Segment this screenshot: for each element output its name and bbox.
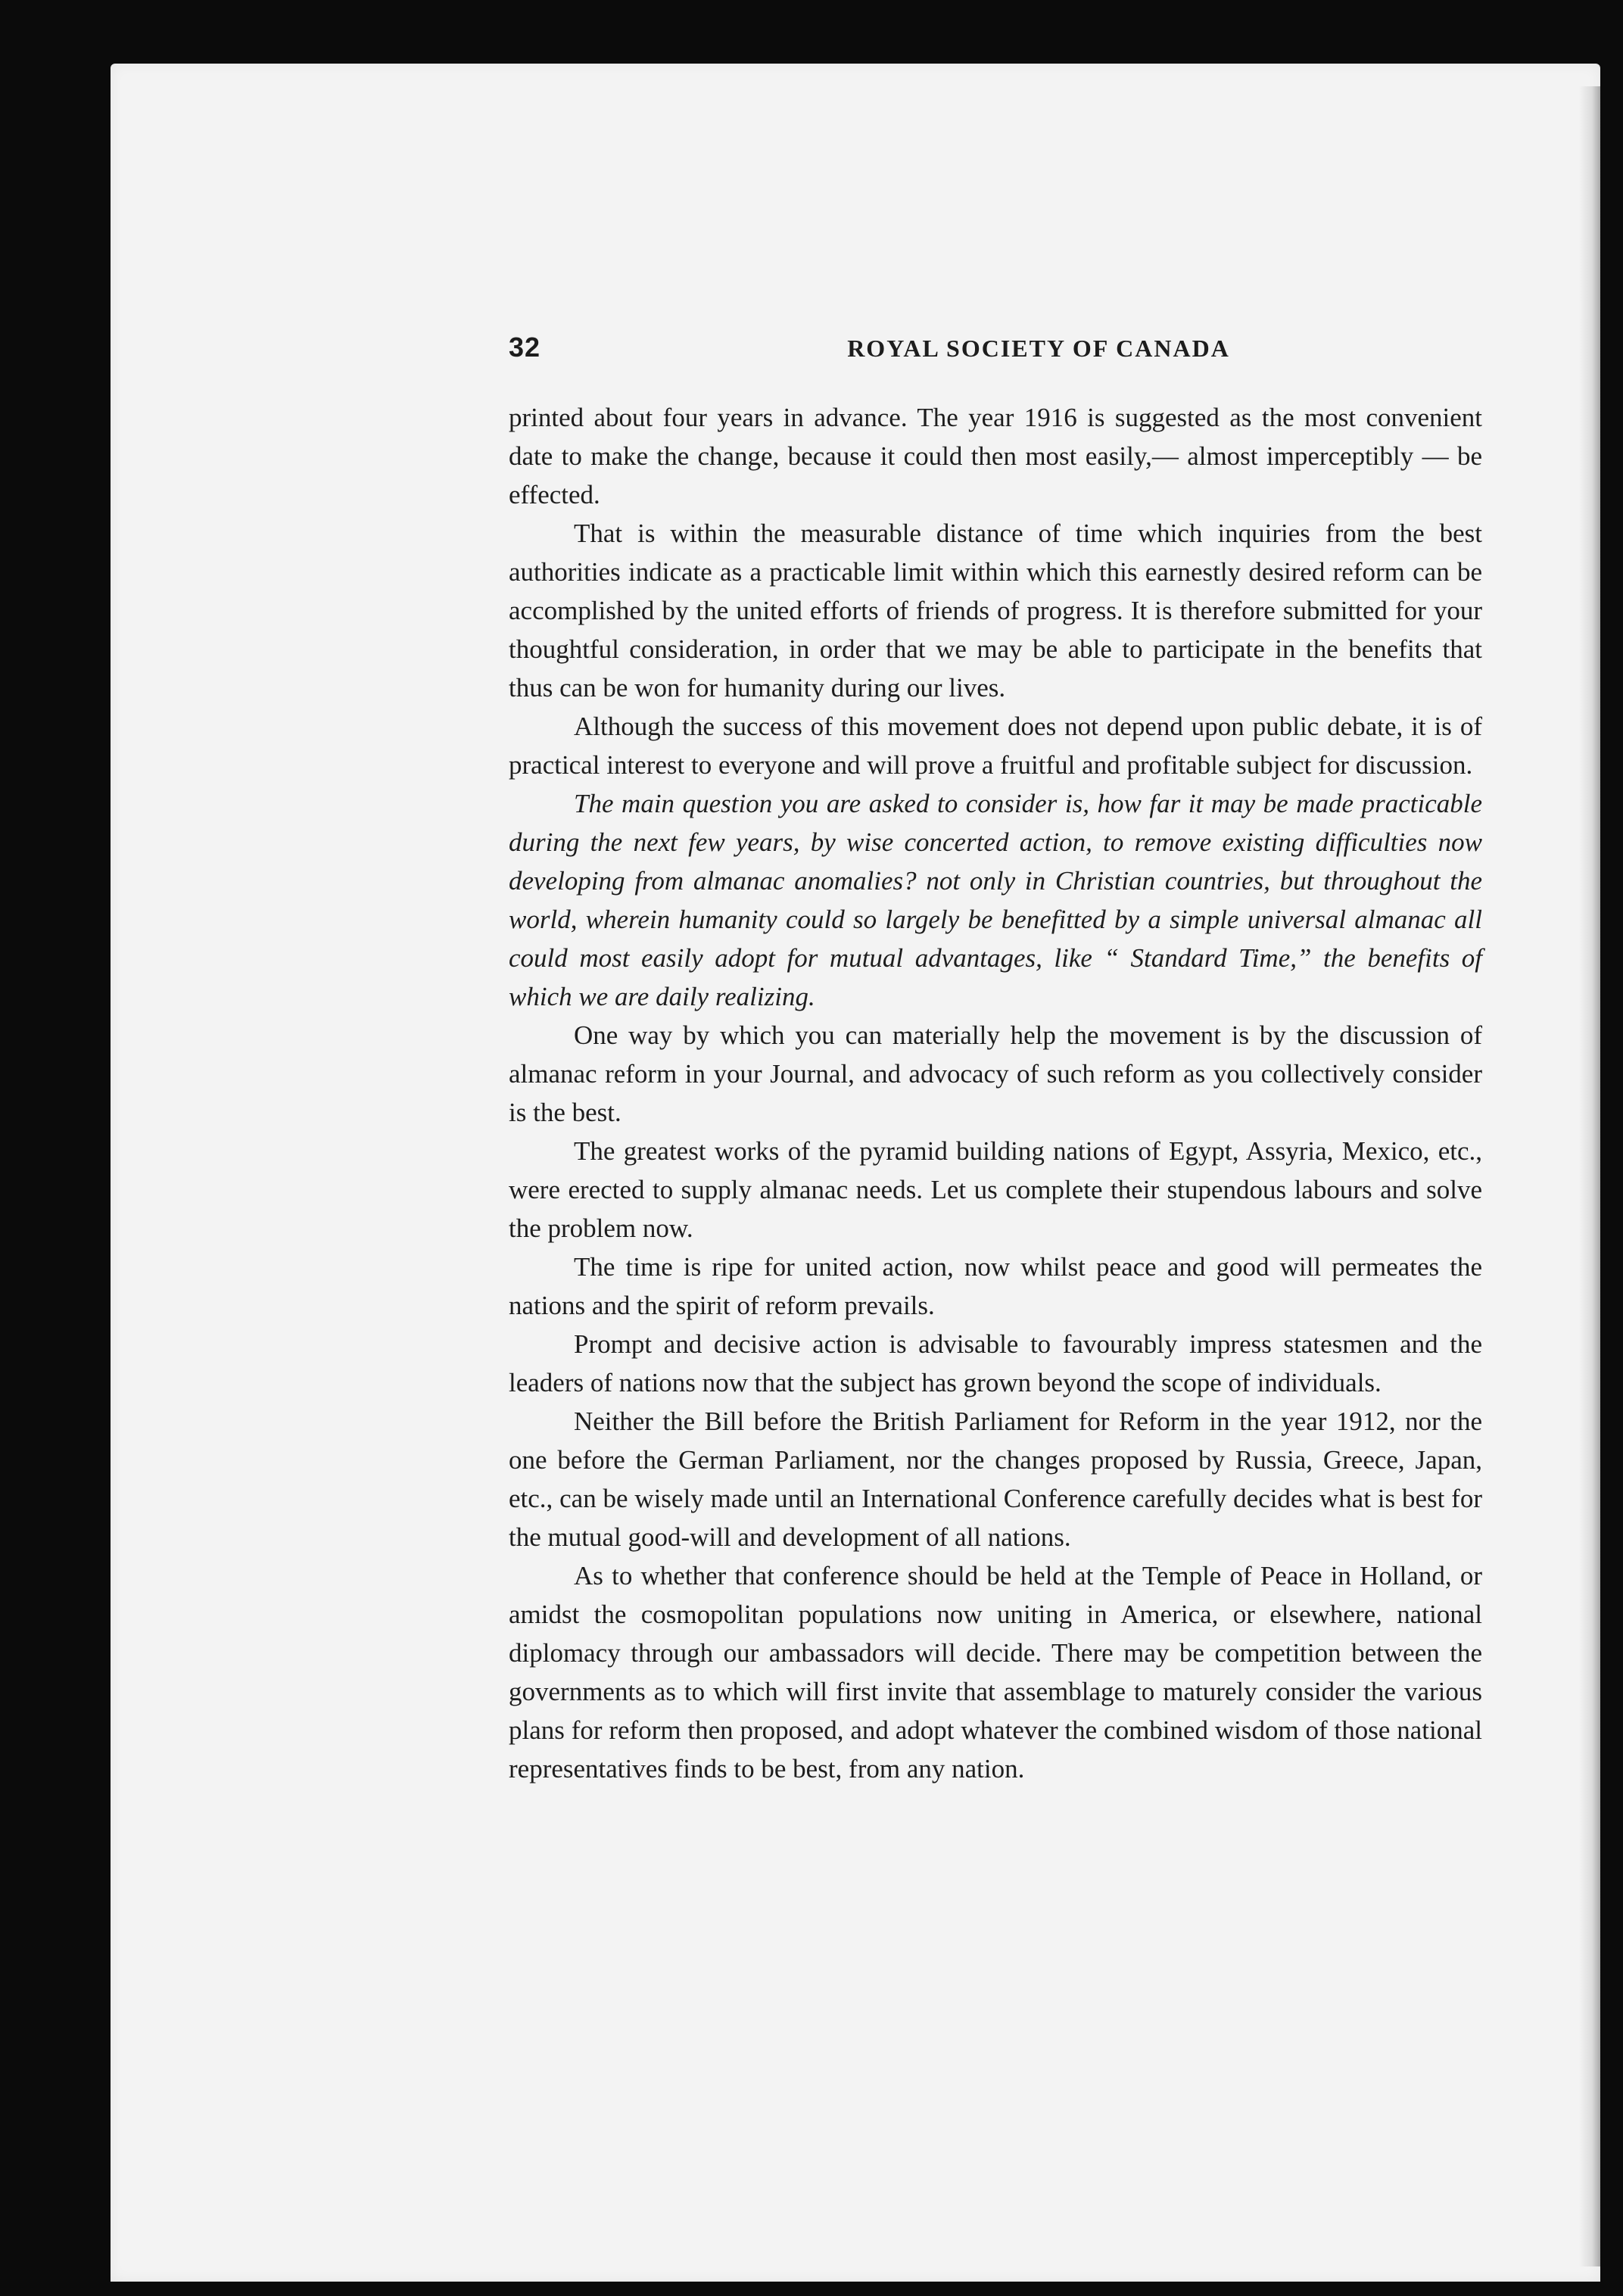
page-number: 32 xyxy=(509,332,541,363)
paragraph: As to whether that conference should be held at the Temple of Peace in Holland, or amidst the cosmopolitan populations now uniting in America, or elsewhere, national diplomacy through our ambassadors will decide. There may be competition between the governments as to which will first invite that assemblage to maturely consider the various plans for reform then proposed, and adopt whatever the combined wisdom of those national representatives finds to be best, from any nation. xyxy=(509,1561,1482,1784)
paragraph: That is within the measurable distance of time which inquiries from the best authorities indicate as a practicable limit within which this earnestly desired reform can be accomplished by the united efforts of friends of progress. It is therefore submitted for your thoughtful consideration, in order that we may be able to participate in the benefits that thus can be won for humanity during our lives. xyxy=(509,519,1482,703)
paragraph: Prompt and decisive action is advisable to favourably impress statesmen and the leaders of nations now that the subject has grown beyond the scope of individuals. xyxy=(509,1329,1482,1397)
paragraph: One way by which you can materially help the movement is by the discussion of almanac reform in your Journal, and advocacy of such reform as you collectively consider is the best. xyxy=(509,1020,1482,1127)
body-text xyxy=(509,398,1482,1788)
page-header xyxy=(509,332,1482,369)
paragraph: The greatest works of the pyramid building nations of Egypt, Assyria, Mexico, etc., were erected to supply almanac needs. Let us complete their stupendous labours and solve the problem now. xyxy=(509,1136,1482,1243)
running-head: ROYAL SOCIETY OF CANADA xyxy=(847,335,1230,362)
scanned-page xyxy=(111,64,1600,2282)
paragraph: The time is ripe for united action, now whilst peace and good will permeates the nations and the spirit of reform prevails. xyxy=(509,1252,1482,1320)
paragraph-italic-question: The main question you are asked to consider is, how far it may be made practicable during the next few years, by wise concerted action, to remove existing difficulties now developing from almanac anomalies? not only in Christian countries, but throughout the world, wherein humanity could so largely be benefitted by a simple universal almanac all could most easily adopt for mutual advantages, like “ Standard Time,” the benefits of which we are daily realizing. xyxy=(509,789,1482,1011)
paragraph-continuation: printed about four years in advance. The year 1916 is suggested as the most convenient date to make the change, because it could then most easily,— almost imperceptibly — be effected. xyxy=(509,403,1482,509)
paragraph: Neither the Bill before the British Parliament for Reform in the year 1912, nor the one before the German Parliament, nor the changes proposed by Russia, Greece, Japan, etc., can be wisely made until an International Conference carefully decides what is best for the mutual good-will and development of all nations. xyxy=(509,1407,1482,1552)
paragraph: Although the success of this movement does not depend upon public debate, it is of practical interest to everyone and will prove a fruitful and profitable subject for discussion. xyxy=(509,712,1482,780)
